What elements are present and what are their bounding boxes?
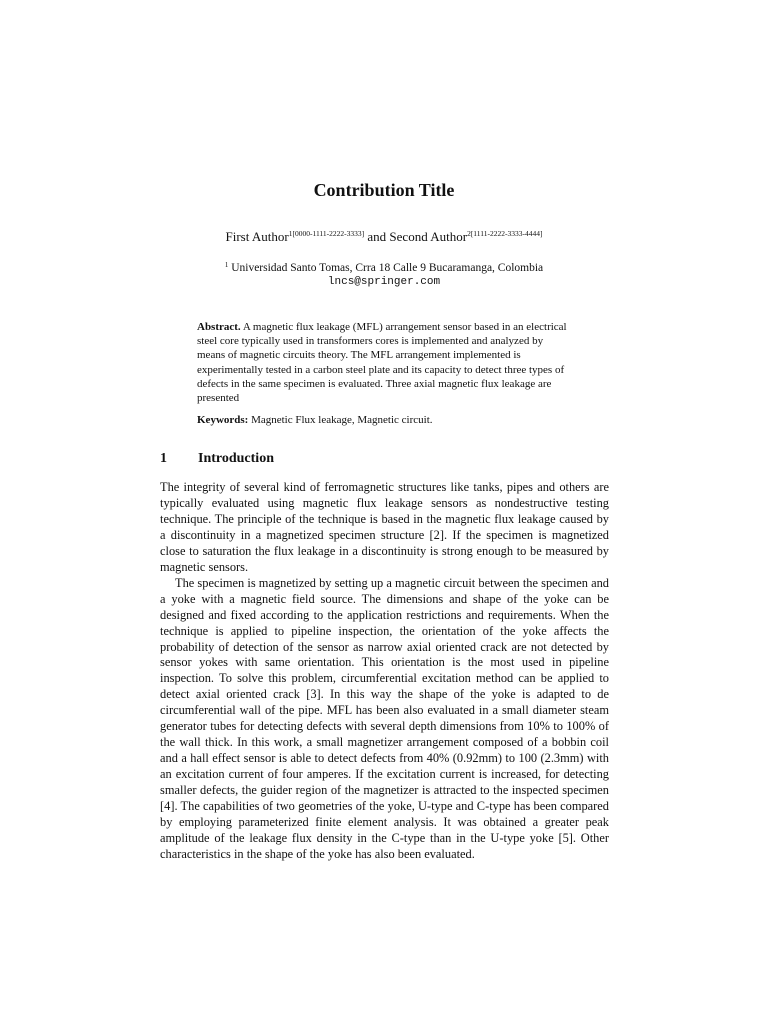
- section-number: 1: [160, 451, 167, 466]
- section-heading: [160, 451, 274, 467]
- body-paragraph: The specimen is magnetized by setting up a magnetic circuit between the specimen and a yoke with a magnetic field source. The dimensions and shape of the yoke can be designed and fixed according to the application restrictions and requirements. When the technique is applied to pipeline inspection, the orientation of the yoke affects the probability of detection of the sensor as narrow axial oriented crack are not detected by sensor yokes with same orientation. This orientation is the most used in pipeline inspection. To solve this problem, circumferential excitation method can be applied to detect axial oriented crack [3]. In this way the shape of the yoke is adapted to de circumferential wall of the pipe. MFL has been also evaluated in a small diameter steam generator tubes for detecting defects with several depth dimensions from 10% to 100% of the wall thick. In this work, a small magnetizer arrangement composed of a bobbin coil and a hall effect sensor is able to detect defects from 40% (0.92mm) to 100 (2.3mm) with an excitation current of four amperes. If the excitation current is increased, for detecting smaller defects, the guider region of the magnetizer is attracted to the inspected specimen [4]. The capabilities of two geometries of the yoke, U-type and C-type has been compared by employing parameterized finite element analysis. It was obtained a greater peak amplitude of the leakage flux density in the C-type than in the U-type yoke [5]. Other characteristics in the shape of the yoke has also been evaluated.: [160, 575, 609, 861]
- author-connector: and: [367, 229, 387, 244]
- second-author-orcid: 2[1111-2222-3333-4444]: [467, 229, 543, 238]
- body-paragraph: The integrity of several kind of ferromagnetic structures like tanks, pipes and others are typically evaluated using magnetic flux leakage sensors as nondestructive testing technique. The principle of the technique is based in the magnetic flux leakage caused by a discontinuity in a magnetized specimen structure [2]. If the specimen is magnetized close to saturation the flux leakage in a discontinuity is strong enough to be measured by magnetic sensors.: [160, 480, 609, 574]
- first-author-name: First Author: [225, 229, 289, 244]
- first-author-orcid: 1[0000-1111-2222-3333]: [288, 229, 365, 238]
- affiliation-marker: 1: [224, 261, 229, 269]
- keywords-label: Keywords:: [197, 414, 249, 426]
- affiliation-block: [0, 258, 768, 289]
- paper-title: Contribution Title: [313, 180, 455, 200]
- abstract-text: A magnetic flux leakage (MFL) arrangement sensor based in an electrical steel core typically used in transformers cores is implemented and analyzed by means of magnetic circuits theory. The MFL arrangement implemented is experimentally tested in a carbon steel plate and its capacity to detect three types of defects in the same specimen is evaluated. Three axial magnetic flux leakage are presented: [197, 321, 567, 405]
- body-text: [160, 480, 609, 863]
- section-title: Introduction: [198, 451, 274, 466]
- affiliation-email: lncs@springer.com: [327, 276, 441, 288]
- keywords-text: Magnetic Flux leakage, Magnetic circuit.: [251, 414, 433, 426]
- author-line: [0, 229, 768, 245]
- keywords-block: [197, 414, 570, 426]
- abstract-label: Abstract.: [197, 321, 241, 333]
- affiliation-text: Universidad Santo Tomas, Crra 18 Calle 9 Bucaramanga, Colombia: [231, 262, 544, 274]
- affiliation-line: [0, 258, 768, 275]
- second-author-name: Second Author: [389, 229, 468, 244]
- abstract-block: [197, 320, 570, 405]
